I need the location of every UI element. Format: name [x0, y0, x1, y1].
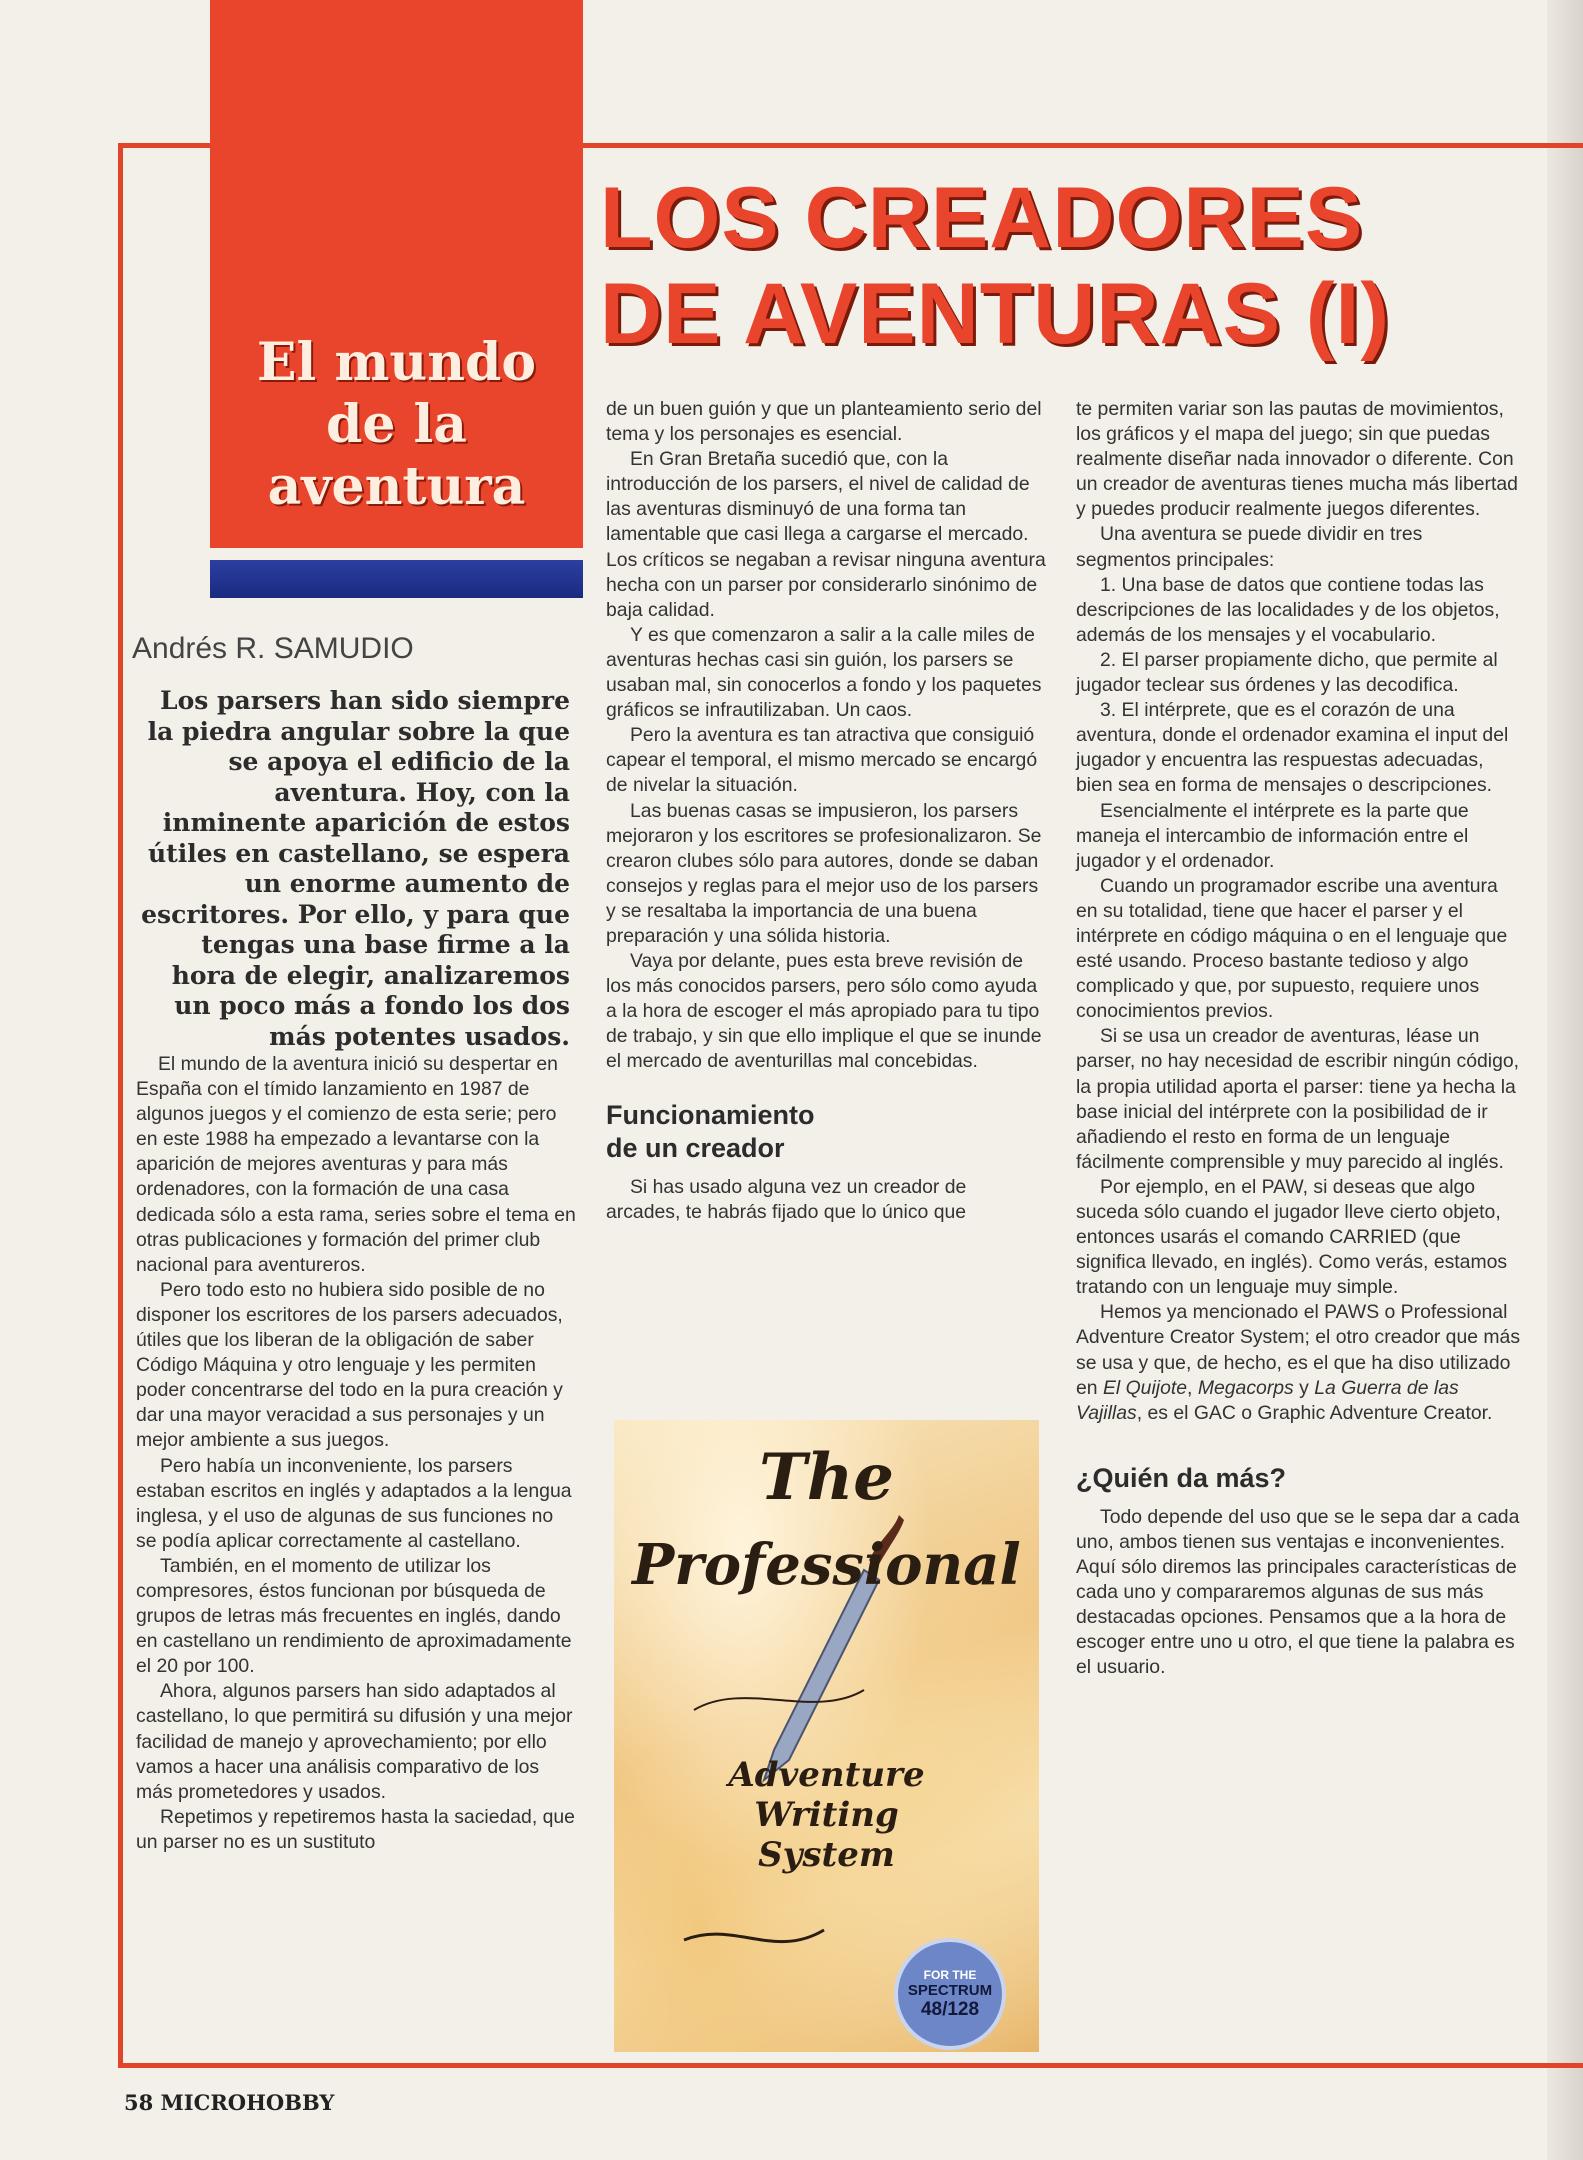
- list-item: 3. El intérprete, que es el corazón de una aventura, donde el ordenador examina el input del jugador y encuentra las respuestas adecuadas, bien sea en forma de mensajes o descripciones.: [1076, 699, 1509, 797]
- paragraph: Una aventura se puede dividir en tres segmentos principales:: [1076, 523, 1423, 571]
- cover-subtitle: Adventure Writing System: [728, 1755, 925, 1875]
- quill-flourish: [684, 1930, 824, 1942]
- paragraph-gac: Hemos ya mencionado el PAWS o Professional Adventure Creator System; el otro creador que más se usa y que, de hecho, es el que ha diso utilizado en El Quijote, Megacorps y La Guerra de las Vajillas, es el GAC o Graphic Adventure Creator.: [1076, 1301, 1521, 1424]
- paragraph: En Gran Bretaña sucedió que, con la introducción de los parsers, el nivel de calidad de las aventuras disminuyó de una forma tan lamentable que casi llega a cargarse el mercado. Los críticos se negaban a revisar ninguna aventura hecha con un parser por considerarlo sinónimo de baja calidad.: [606, 448, 1046, 621]
- cover-title-the: The: [759, 1440, 894, 1515]
- column-2: [606, 397, 1046, 1225]
- quill-blade: [764, 1570, 879, 1780]
- paragraph: Si se usa un creador de aventuras, léase un parser, no hay necesidad de escribir ningún código, la propia utilidad aporta el parser: tiene ya hecha la base inicial del intérprete con la posibilidad de ir añadiendo el resto en forma de un lenguaje fácilmente comprensible y muy parecido al inglés.: [1076, 1025, 1520, 1173]
- column-1: [136, 1052, 576, 1855]
- paragraph: Cuando un programador escribe una aventura en su totalidad, tiene que hacer el parser y el intérprete en código máquina o en el lenguaje que esté usando. Proceso bastante tedioso y algo complicado y que, por supuesto, requiere unos conocimientos previos.: [1076, 874, 1508, 1023]
- paragraph: Repetimos y repetiremos hasta la saciedad, que un parser no es un sustituto: [136, 1805, 575, 1853]
- subheading-quien-da-mas: ¿Quién da más?: [1076, 1462, 1287, 1493]
- paragraph: Si has usado alguna vez un creador de arcades, te habrás fijado que lo único que: [606, 1175, 967, 1223]
- section-title: El mundo de la aventura: [256, 332, 537, 517]
- paragraph: Por ejemplo, en el PAW, si deseas que algo suceda sólo cuando el jugador lleve cierto objeto, entonces usarás el comando CARRIED (que significa llevado, en inglés). Como verás, estamos tratando con un lenguaje muy simple.: [1076, 1175, 1508, 1299]
- subheading-funcionamiento: Funcionamiento de un creador: [606, 1099, 815, 1163]
- paragraph: Vaya por delante, pues esta breve revisión de los más conocidos parsers, pero sólo como ayuda a la hora de escoger el más apropiado para tu tipo de trabajo, y sin que ello implique el que se inunde el mercado de aventurillas mal concebidas.: [606, 950, 1042, 1073]
- paragraph: de un buen guión y que un planteamiento serio del tema y los personajes es esencial.: [606, 398, 1042, 446]
- page-footer: 58 MICROHOBBY: [124, 2090, 335, 2115]
- paragraph: Las buenas casas se impusieron, los parsers mejoraron y los escritores se profesionalizaron. Se crearon clubes sólo para autores, donde se daban consejos y reglas para el mejor uso de los parsers y se resaltaba la importancia de una buena preparación y una sólida historia.: [606, 799, 1042, 947]
- paragraph: También, en el momento de utilizar los compresores, éstos funcionan por búsqueda de grupos de letras más frecuentes en inglés, dando en castellano un rendimiento de aproximadamente el 20 por 100.: [136, 1554, 572, 1678]
- paragraph: Pero la aventura es tan atractiva que consiguió capear el temporal, el mismo mercado se encargó de nivelar la situación.: [606, 724, 1038, 797]
- paw-cover-image: [614, 1420, 1039, 2052]
- paragraph: Y es que comenzaron a salir a la calle miles de aventuras hechas casi sin guión, los parsers se usaban mal, sin conocerlos a fondo y los paquetes gráficos se infrautilizaban. Un caos.: [606, 623, 1042, 722]
- paragraph: Ahora, algunos parsers han sido adaptados al castellano, lo que permitirá su difusión y una mejor facilidad de manejo y aprovechamiento; por ello vamos a hacer una análisis comparativo de los más prometedores y usados.: [136, 1680, 573, 1803]
- section-banner: [210, 0, 583, 548]
- list-item: 1. Una base de datos que contiene todas las descripciones de las localidades y de los objetos, además de los mensajes y el vocabulario.: [1076, 573, 1500, 646]
- paragraph: Todo depende del uso que se le sepa dar a cada uno, ambos tienen sus ventajas e inconvenientes. Aquí sólo diremos las principales características de cada uno y compararemos algunas de sus más destacadas opciones. Pensamos que a la hora de escoger entre uno u otro, el que tiene la palabra es el usuario.: [1076, 1505, 1520, 1679]
- list-item: 2. El parser propiamente dicho, que permite al jugador teclear sus órdenes y las decodifica.: [1076, 648, 1498, 697]
- author-byline: Andrés R. SAMUDIO: [132, 632, 414, 665]
- paragraph: te permiten variar son las pautas de movimientos, los gráficos y el mapa del juego; sin que puedas realmente diseñar nada innovador o diferente. Con un creador de aventuras tienes mucha más libertad y puedes producir realmente juegos diferentes.: [1076, 398, 1518, 521]
- cover-title-professional: Professional: [632, 1532, 1021, 1598]
- paragraph: Pero todo esto no hubiera sido posible de no disponer los escritores de los parsers adecuados, útiles que los liberan de la obligación de saber Código Máquina y otro lenguaje y les permiten poder concentrarse del todo en la pura creación y dar una mayor veracidad a sus personajes y un mejor ambiente a sus juegos.: [136, 1278, 563, 1452]
- scroll-flourish: [694, 1690, 864, 1710]
- intro-lead: Los parsers han sido siempre la piedra angular sobre la que se apoya el edificio de la aventura. Hoy, con la inminente aparición de estos útiles en castellano, se espera un enorme aumento de escritores. Por ello, y para que tengas una base firme a la hora de elegir, analizaremos un poco más a fondo los dos más potentes usados.: [141, 686, 570, 1051]
- paragraph: Esencialmente el intérprete es la parte que maneja el intercambio de información entre el jugador y el ordenador.: [1076, 799, 1469, 872]
- paragraph: El mundo de la aventura inició su despertar en España con el tímido lanzamiento en 1987 de algunos juegos y el comienzo de esta serie; pero en este 1988 ha empezado a levantarse con la aparición de mejores aventuras y para más ordenadores, con la formación de una casa dedicada sólo a esta rama, series sobre el tema en otras publicaciones y formación del primer club nacional para aventureros.: [136, 1053, 576, 1276]
- spectrum-badge: FOR THE SPECTRUM 48/128: [894, 1938, 1006, 2050]
- column-3: [1076, 397, 1521, 1681]
- paragraph: Pero había un inconveniente, los parsers estaban escritos en inglés y adaptados a la lengua inglesa, y el uso de algunas de sus funciones no se podía aplicar correctamente al castellano.: [136, 1454, 572, 1552]
- article-headline: LOS CREADORES DE AVENTURAS (I): [600, 170, 1390, 362]
- blue-accent-bar: [210, 560, 583, 598]
